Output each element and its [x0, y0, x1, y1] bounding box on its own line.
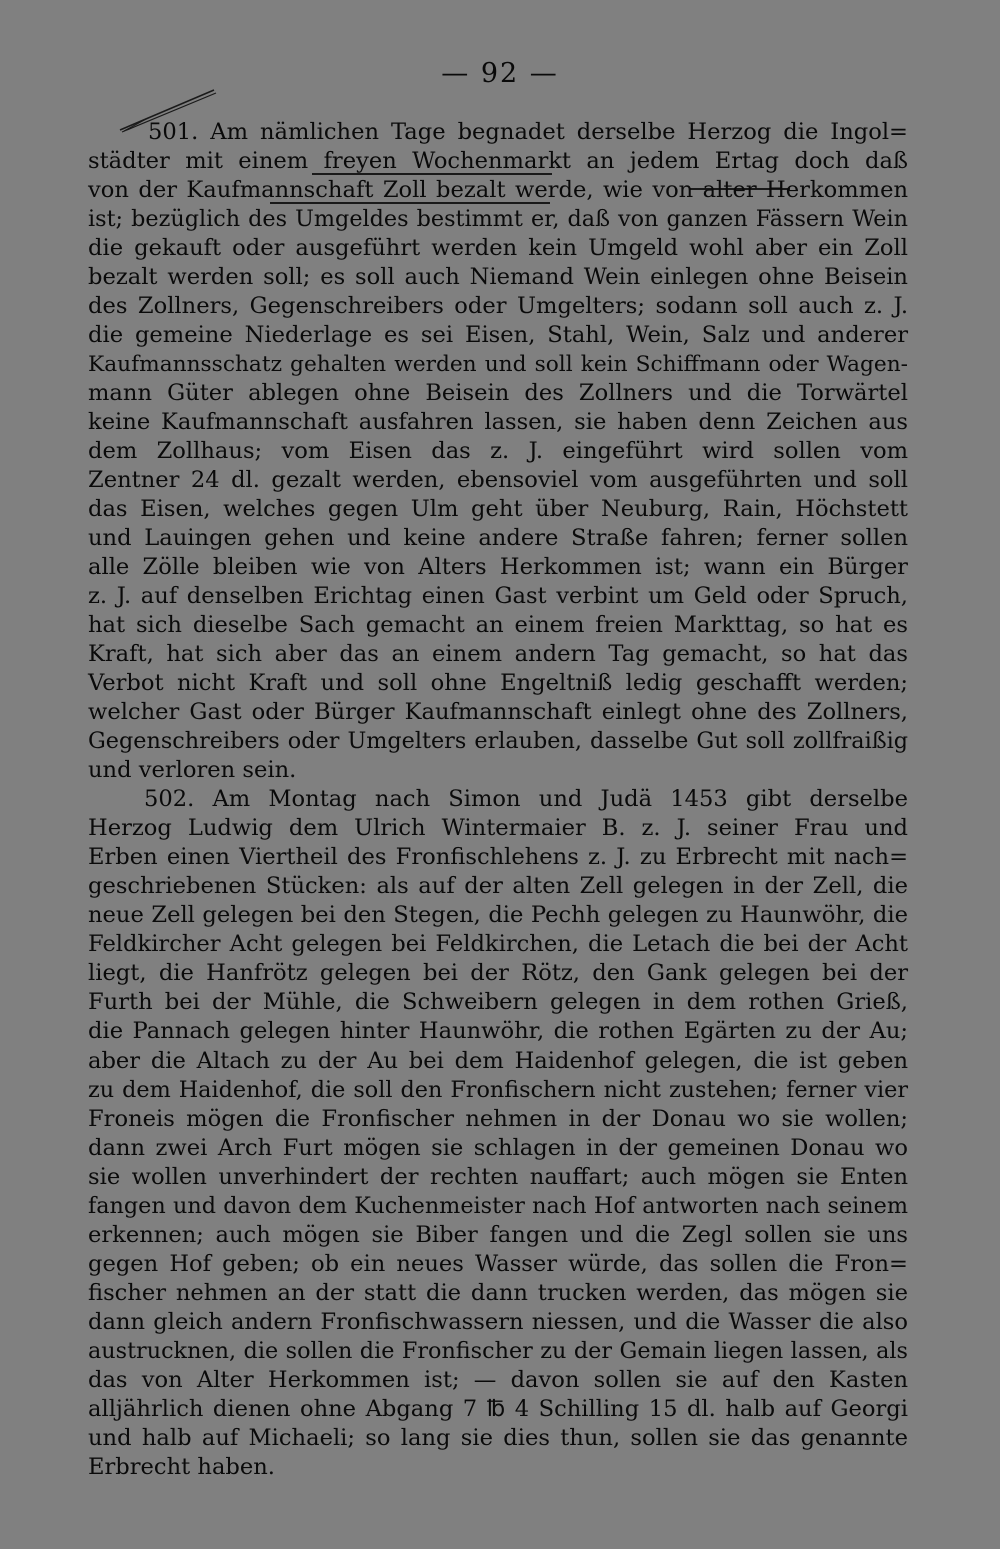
- text-line: aber die Altach zu der Au bei dem Haidenhof gelegen, die ist geben: [88, 1047, 908, 1074]
- text-line: Gegenschreibers oder Umgelters erlauben, dasselbe Gut soll zollfraißig: [88, 728, 908, 755]
- text-line: Erben einen Viertheil des Fronfischlehens z. J. zu Erbrecht mit nach=: [88, 844, 908, 871]
- text-line: dem Zollhaus; vom Eisen das z. J. eingeführt wird sollen vom: [88, 438, 908, 465]
- text-line: Zentner 24 dl. gezalt werden, ebensoviel vom ausgeführten und soll: [88, 467, 908, 494]
- text-line: z. J. auf denselben Erichtag einen Gast verbint um Geld oder Spruch,: [88, 583, 908, 610]
- text-line: zu dem Haidenhof, die soll den Fronfischern nicht zustehen; ferner vier: [88, 1076, 908, 1103]
- text-line: erkennen; auch mögen sie Biber fangen und die Zegl sollen sie uns: [88, 1221, 908, 1248]
- text-line: mann Güter ablegen ohne Beisein des Zollners und die Torwärtel: [88, 380, 908, 407]
- text-line: des Zollners, Gegenschreibers oder Umgelters; sodann soll auch z. J.: [88, 293, 908, 320]
- text-line: neue Zell gelegen bei den Stegen, die Pechh gelegen zu Haunwöhr, die: [88, 902, 908, 929]
- text-line: fischer nehmen an der statt die dann trucken werden, das mögen sie: [88, 1279, 908, 1306]
- text-line: welcher Gast oder Bürger Kaufmannschaft einlegt ohne des Zollners,: [88, 699, 908, 726]
- body-text: [88, 118, 908, 1482]
- text-line: die Pannach gelegen hinter Haunwöhr, die rothen Egärten zu der Au;: [88, 1018, 908, 1045]
- text-line: die gemeine Niederlage es sei Eisen, Stahl, Wein, Salz und anderer: [88, 322, 908, 349]
- text-line: liegt, die Hanfrötz gelegen bei der Rötz, den Gank gelegen bei der: [88, 960, 908, 987]
- text-line: die gekauft oder ausgeführt werden kein Umgeld wohl aber ein Zoll: [88, 235, 908, 262]
- text-line: 502. Am Montag nach Simon und Judä 1453 gibt derselbe: [144, 786, 908, 813]
- text-line: hat sich dieselbe Sach gemacht an einem freien Markttag, so hat es: [88, 612, 908, 639]
- text-line: bezalt werden soll; es soll auch Niemand Wein einlegen ohne Beisein: [88, 264, 908, 291]
- text-line: das von Alter Herkommen ist; — davon sollen sie auf den Kasten: [88, 1366, 908, 1393]
- page-number: — 92 —: [441, 58, 559, 89]
- text-line: Herzog Ludwig dem Ulrich Wintermaier B. z. J. seiner Frau und: [88, 815, 908, 842]
- text-line: 501. Am nämlichen Tage begnadet derselbe Herzog die Ingol=: [148, 119, 908, 145]
- text-line: gegen Hof geben; ob ein neues Wasser würde, das sollen die Fron=: [88, 1250, 908, 1277]
- text-line: dann gleich andern Fronfischwassern niessen, und die Wasser die also: [88, 1308, 908, 1335]
- text-line: Verbot nicht Kraft und soll ohne Engeltniß ledig geschafft werden;: [88, 670, 908, 697]
- text-line: keine Kaufmannschaft ausfahren lassen, sie haben denn Zeichen aus: [88, 409, 908, 436]
- text-line: von der Kaufmannschaft Zoll bezalt werde, wie von alter Herkommen: [88, 177, 908, 204]
- text-line: fangen und davon dem Kuchenmeister nach Hof antworten nach seinem: [88, 1192, 908, 1219]
- text-line: Erbrecht haben.: [88, 1453, 275, 1480]
- text-line: Kaufmannsschatz gehalten werden und soll kein Schiffmann oder Wagen-: [88, 352, 908, 378]
- text-line: und verloren sein.: [88, 757, 297, 784]
- text-line: geschriebenen Stücken: als auf der alten Zell gelegen in der Zell, die: [88, 873, 908, 900]
- text-line: und Lauingen gehen und keine andere Straße fahren; ferner sollen: [88, 525, 908, 552]
- text-line: und halb auf Michaeli; so lang sie dies thun, sollen sie das genannte: [88, 1424, 908, 1451]
- text-line: das Eisen, welches gegen Ulm geht über Neuburg, Rain, Höchstett: [88, 496, 908, 523]
- text-line: sie wollen unverhindert der rechten nauffart; auch mögen sie Enten: [88, 1163, 908, 1190]
- text-line: Froneis mögen die Fronfischer nehmen in der Donau wo sie wollen;: [88, 1105, 908, 1132]
- text-line: Furth bei der Mühle, die Schweibern gelegen in dem rothen Grieß,: [88, 989, 908, 1016]
- text-line: alljährlich dienen ohne Abgang 7 ℔ 4 Schilling 15 dl. halb auf Georgi: [88, 1395, 908, 1422]
- text-line: dann zwei Arch Furt mögen sie schlagen in der gemeinen Donau wo: [88, 1134, 908, 1161]
- text-line: städter mit einem freyen Wochenmarkt an jedem Ertag doch daß: [88, 148, 908, 175]
- text-line: ist; bezüglich des Umgeldes bestimmt er, daß von ganzen Fässern Wein: [88, 206, 908, 233]
- text-line: alle Zölle bleiben wie von Alters Herkommen ist; wann ein Bürger: [88, 554, 908, 581]
- text-line: Feldkircher Acht gelegen bei Feldkirchen, die Letach die bei der Acht: [88, 931, 908, 958]
- text-line: austrucknen, die sollen die Fronfischer zu der Gemain liegen lassen, als: [88, 1337, 908, 1364]
- text-line: Kraft, hat sich aber das an einem andern Tag gemacht, so hat das: [88, 641, 908, 668]
